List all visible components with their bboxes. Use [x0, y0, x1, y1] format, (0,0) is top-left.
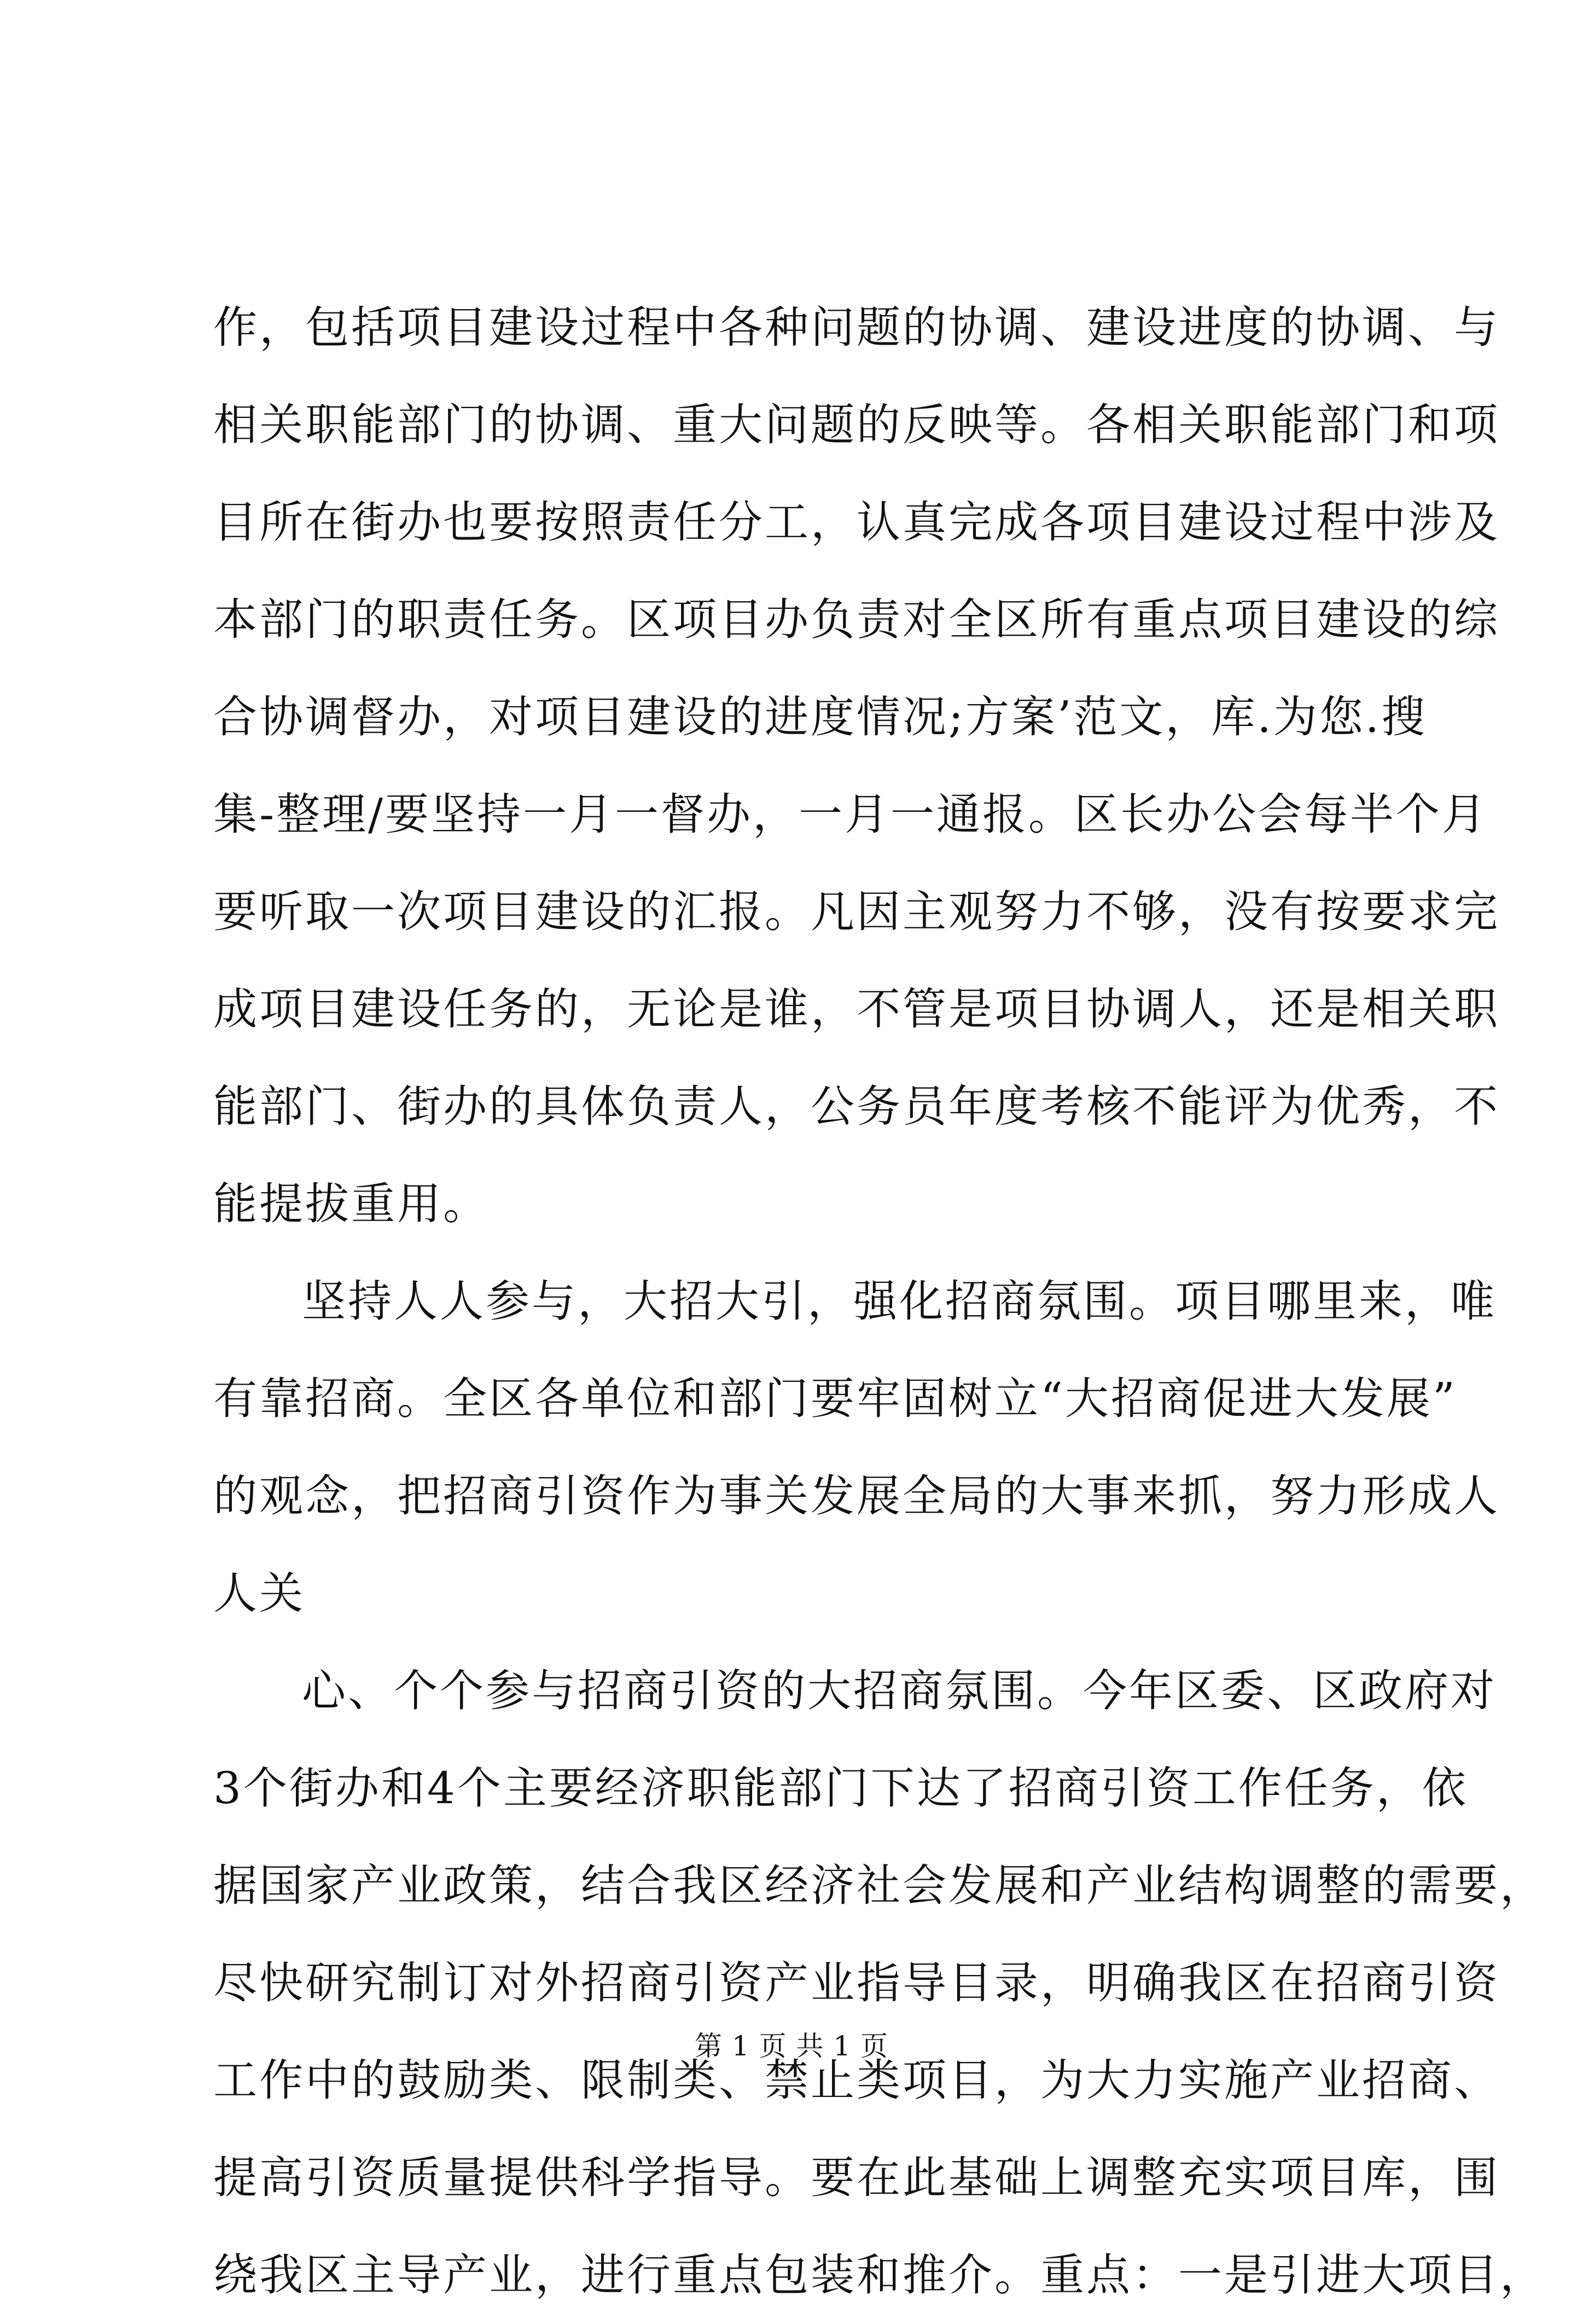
- text-line: 尽快研究制订对外招商引资产业指导目录，明确我区在招商引资: [213, 1957, 1500, 2008]
- paragraph-start-line: 心、个个参与招商引资的大招商氛围。今年区委、区政府对: [302, 1665, 1497, 1716]
- text-line: 提高引资质量提供科学指导。要在此基础上调整充实项目库，围: [213, 2152, 1500, 2203]
- text-line: 工作中的鼓励类、限制类、禁止类项目，为大力实施产业招商、: [213, 2055, 1500, 2106]
- text-line: 本部门的职责任务。区项目办负责对全区所有重点项目建设的综: [213, 594, 1500, 645]
- text-line: 合协调督办，对项目建设的进度情况;方案’范文，库.为您.搜: [213, 692, 1428, 742]
- text-line: 绕我区主导产业，进行重点包装和推介。重点：一是引进大项目，: [213, 2250, 1546, 2300]
- body-text: [213, 279, 1546, 2324]
- text-line: 的观念，把招商引资作为事关发展全局的大事来抓，努力形成人: [213, 1471, 1500, 1521]
- text-line: 作，包括项目建设过程中各种问题的协调、建设进度的协调、与: [213, 302, 1500, 353]
- paragraph-start-line: 坚持人人参与，大招大引，强化招商氛围。项目哪里来，唯: [302, 1276, 1497, 1327]
- text-line: 成项目建设任务的，无论是谁，不管是项目协调人，还是相关职: [213, 984, 1500, 1035]
- text-line: 集-整理/要坚持一月一督办，一月一通报。区长办公会每半个月: [213, 789, 1488, 840]
- text-line: 据国家产业政策，结合我区经济社会发展和产业结构调整的需要，: [213, 1860, 1546, 1911]
- text-line: 目所在街办也要按照责任分工，认真完成各项目建设过程中涉及: [213, 497, 1500, 548]
- text-line: 人关: [213, 1568, 305, 1619]
- text-line: 要听取一次项目建设的汇报。凡因主观努力不够，没有按要求完: [213, 886, 1500, 937]
- text-line: 能提拔重用。: [213, 1178, 489, 1229]
- page-footer: 第 1 页 共 1 页: [694, 2030, 889, 2062]
- text-line: 3个街办和4个主要经济职能部门下达了招商引资工作任务，依: [213, 1763, 1468, 1814]
- text-line: 有靠招商。全区各单位和部门要牢固树立“大招商促进大发展”: [213, 1373, 1457, 1424]
- text-line: 能部门、街办的具体负责人，公务员年度考核不能评为优秀，不: [213, 1081, 1500, 1132]
- text-line: 相关职能部门的协调、重大问题的反映等。各相关职能部门和项: [213, 399, 1500, 450]
